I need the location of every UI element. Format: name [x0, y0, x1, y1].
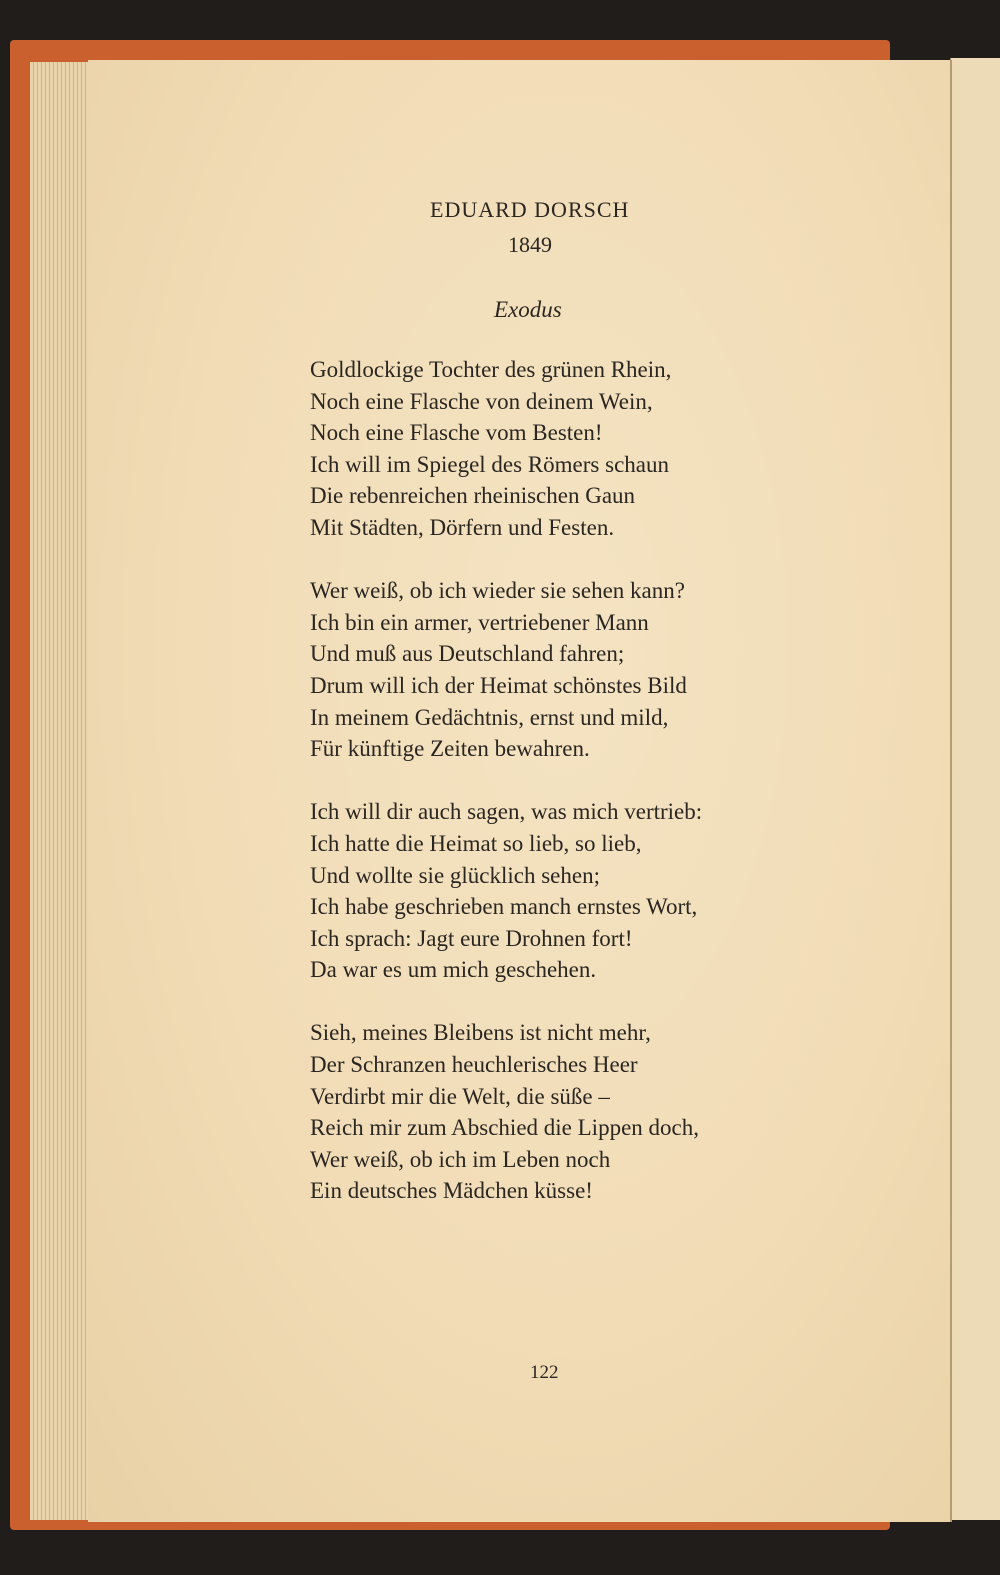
stanza-1	[310, 354, 702, 544]
poem-line: Verdirbt mir die Welt, die süße –	[310, 1083, 610, 1109]
poem-line: Drum will ich der Heimat schönstes Bild	[310, 672, 687, 698]
poem-line: Ein deutsches Mädchen küsse!	[310, 1178, 593, 1204]
facing-page-edge	[950, 58, 1000, 1520]
poem-line: Goldlockige Tochter des grünen Rhein,	[310, 357, 672, 382]
poem-line: Reich mir zum Abschied die Lippen doch,	[310, 1115, 699, 1141]
poem-line: Ich habe geschrieben manch ernstes Wort,	[310, 894, 698, 920]
poem-body	[310, 354, 702, 1239]
poem-line: Noch eine Flasche von deinem Wein,	[310, 388, 653, 414]
poem-line: Wer weiß, ob ich wieder sie sehen kann?	[310, 578, 685, 604]
poem-title: Exodus	[494, 297, 562, 322]
poem-line: Ich sprach: Jagt eure Drohnen fort!	[310, 925, 633, 951]
poem-line: Der Schranzen heuchlerisches Heer	[310, 1052, 638, 1078]
poem-line: Sieh, meines Bleibens ist nicht mehr,	[310, 1020, 651, 1046]
poem-line: Noch eine Flasche vom Besten!	[310, 420, 603, 446]
poem-line: Für künftige Zeiten bewahren.	[310, 736, 590, 762]
poem-line: Mit Städten, Dörfern und Festen.	[310, 514, 615, 540]
poem-year: 1849	[508, 232, 552, 257]
poem-line: Ich will dir auch sagen, was mich vertrieb:	[310, 799, 703, 825]
poem-line: Da war es um mich geschehen.	[310, 957, 597, 983]
poem-line: In meinem Gedächtnis, ernst und mild,	[310, 704, 669, 730]
poem-author: EDUARD DORSCH	[430, 197, 630, 222]
poem-line: Ich hatte die Heimat so lieb, so lieb,	[310, 830, 642, 856]
stanza-2	[310, 575, 702, 765]
poem-line: Und muß aus Deutschland fahren;	[310, 641, 625, 667]
poem-line: Wer weiß, ob ich im Leben noch	[310, 1146, 611, 1172]
poem-line: Und wollte sie glücklich sehen;	[310, 862, 600, 888]
poem-line: Ich will im Spiegel des Römers schaun	[310, 451, 669, 477]
stanza-4	[310, 1017, 702, 1207]
poem-line: Die rebenreichen rheinischen Gaun	[310, 483, 636, 509]
page-number: 122	[530, 1362, 559, 1383]
stanza-3	[310, 796, 702, 986]
poem-line: Ich bin ein armer, vertriebener Mann	[310, 609, 649, 635]
